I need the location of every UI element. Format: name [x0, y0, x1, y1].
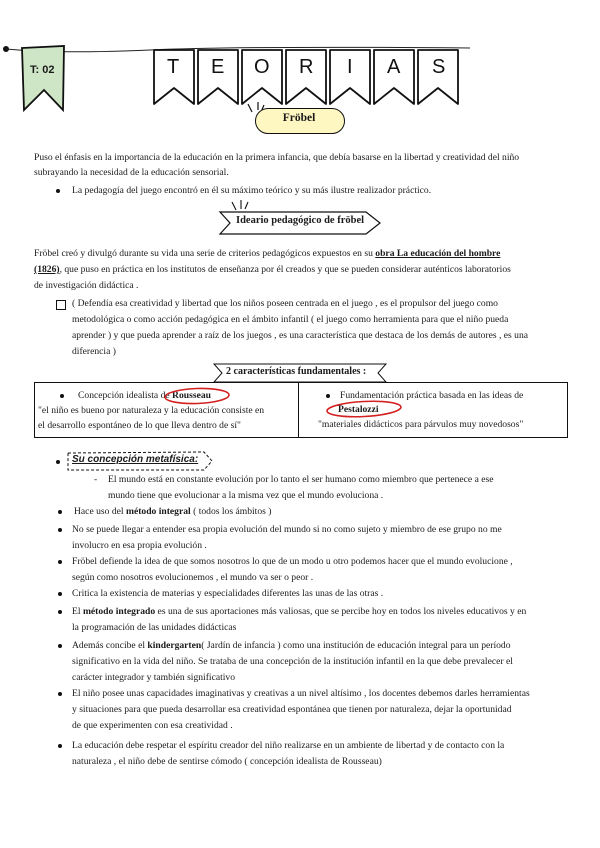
- b1-line: [74, 504, 271, 520]
- ideario-p-line3: de investigación didáctica .: [34, 280, 139, 291]
- pestalozzi-name: Pestalozzi: [338, 404, 379, 415]
- b6-bold: kindergarten: [147, 640, 202, 651]
- left-quote2: el desarrollo espontáneo de lo que lleva dentro de sí": [38, 420, 241, 431]
- b4-line: Critica la existencia de materias y especialidades diferentes las unas de las otras .: [72, 588, 384, 599]
- bullet-dot: [56, 189, 60, 193]
- ideario-title: Ideario pedagógico de fröbel: [236, 215, 365, 226]
- letter-t: T: [167, 56, 180, 78]
- b5-line1: [72, 604, 526, 620]
- caracteristicas-title: 2 características fundamentales :: [226, 366, 367, 377]
- dash-mark: -: [94, 474, 98, 485]
- letter-a: A: [387, 56, 401, 78]
- b5-bold: método integrado: [82, 606, 156, 617]
- b8-line2: naturaleza , el niño debe de sentirse cómodo ( concepción idealista de Rousseau): [72, 756, 382, 767]
- book-year: (1826): [34, 264, 60, 275]
- ideario-p-rest: , que puso en práctica en los institutos de enseñanza por él creados y que se pueden considerar auténticos laboratorios: [59, 264, 511, 275]
- bullet-dot: [58, 610, 62, 614]
- dash-line1: El mundo está en constante evolución por lo tanto el ser humano como miembro que pertenece a ese: [108, 474, 494, 485]
- bullet-dot: [58, 510, 62, 514]
- b2-line1: No se puede llegar a entender esa propia evolución del mundo si no como sujeto y miembro de ese grupo no me: [72, 524, 502, 535]
- checkbox-icon: [56, 300, 66, 310]
- left-quote1: "el niño es bueno por naturaleza y la educación consiste en: [38, 405, 265, 416]
- b2-line2: involucro en esa propia evolución .: [72, 540, 207, 551]
- b7-line1: El niño posee unas capacidades imaginativas y creativas a un nivel altísimo , los docentes debemos darles herramientas: [72, 688, 530, 699]
- bullet-dot: [56, 460, 60, 464]
- check-line2: metodológica o como acción pedagógica en el ámbito infantil ( el juego como herramienta para que el niño pueda: [72, 314, 509, 325]
- b5-line2: la programación de las unidades didácticas: [72, 622, 237, 633]
- b3-line2: según como nosotros evolucionemos , el mundo va ser o peor .: [72, 572, 314, 583]
- b1-bold: método integral: [125, 506, 191, 517]
- bullet-dot: [58, 744, 62, 748]
- b3-line1: Fröbel defiende la idea de que somos nosotros lo que de un modo u otro podemos hacer que el mundo evolucione ,: [72, 556, 513, 567]
- b6-line1: [72, 638, 511, 654]
- rousseau-name: Rousseau: [172, 390, 211, 401]
- bullet-dot: [58, 592, 62, 596]
- right-cell-line1: Fundamentación práctica basada en las ideas de: [340, 390, 524, 401]
- concepcion-title: Su concepción metafísica:: [72, 454, 199, 465]
- bullet-dot: [326, 394, 330, 398]
- bullet-dot: [58, 692, 62, 696]
- b5-post: es una de sus aportaciones más valiosas, que se percibe hoy en todos los niveles educativos y en: [155, 606, 527, 617]
- intro-bullet1: La pedagogía del juego encontró en él su máximo teórico y su más ilustre realizador práctico.: [72, 185, 432, 196]
- bullet-dot: [58, 644, 62, 648]
- check-line1: ( Defendía esa creatividad y libertad que los niños poseen centrada en el juego , es el propulsor del juego como: [72, 298, 498, 309]
- letter-s: S: [432, 56, 446, 78]
- check-line3: aprender ) y que pueda aprender a raíz de los juegos , es una característica que destaca de los demás de autores , es una: [72, 330, 529, 341]
- letter-o: O: [254, 56, 270, 78]
- b1-post: ( todos los ámbitos ): [190, 506, 272, 517]
- b6-line3: carácter integrador y también significativo: [72, 672, 236, 683]
- b6-line2: significativo en la vida del niño. Se trataba de una concepción de la institución infantil en la que debe prevalecer el: [72, 656, 513, 667]
- letter-e: E: [211, 56, 225, 78]
- b7-line2: y situaciones para que pueda desarrollar esa creatividad espontánea que tienen por naturaleza, dejar la oportunidad: [72, 704, 512, 715]
- bullet-dot: [60, 394, 64, 398]
- b8-line1: La educación debe respetar el espíritu creador del niño realizarse en un ambiente de libertad y de contacto con la: [72, 740, 505, 751]
- bullet-dot: [58, 528, 62, 532]
- intro-line1: Puso el énfasis en la importancia de la educación en la primera infancia, que debía basarse en la libertad y creatividad del niño: [34, 152, 520, 163]
- tag-flag: [20, 44, 66, 114]
- b7-line3: de que experimenten con esa creatividad .: [72, 720, 233, 731]
- ideario-p-pre: Fröbel creó y divulgó durante su vida una serie de criterios pedagógicos expuestos en su: [34, 248, 376, 259]
- ideario-p-line1: [34, 246, 500, 262]
- pestalozzi-oval: [324, 399, 404, 419]
- check-line4: diferencia ): [72, 346, 116, 357]
- dash-line2: mundo tiene que evolucionar a la misma vez que el mundo evoluciona .: [108, 490, 384, 501]
- b6-pre: Además concibe el: [72, 640, 148, 651]
- bullet-dot: [58, 560, 62, 564]
- table-divider: [298, 382, 299, 437]
- ideario-p-line2: [34, 262, 511, 278]
- left-pre: Concepción idealista de: [78, 390, 173, 401]
- book-title: obra La educación del hombre: [375, 248, 501, 259]
- b5-pre: El: [72, 606, 83, 617]
- subtitle: Fröbel: [282, 112, 316, 124]
- tag-label: T: 02: [30, 64, 55, 76]
- letter-r: R: [299, 56, 314, 78]
- intro-line2: subrayando la necesidad de la educación sensorial.: [34, 167, 229, 178]
- right-quote: "materiales didácticos para párvulos muy novedosos": [318, 419, 524, 430]
- b6-post: ( Jardín de infancia ) como una institución de educación integral para un período: [201, 640, 511, 651]
- letter-i: I: [347, 56, 353, 78]
- b1-pre: Hace uso del: [74, 506, 126, 517]
